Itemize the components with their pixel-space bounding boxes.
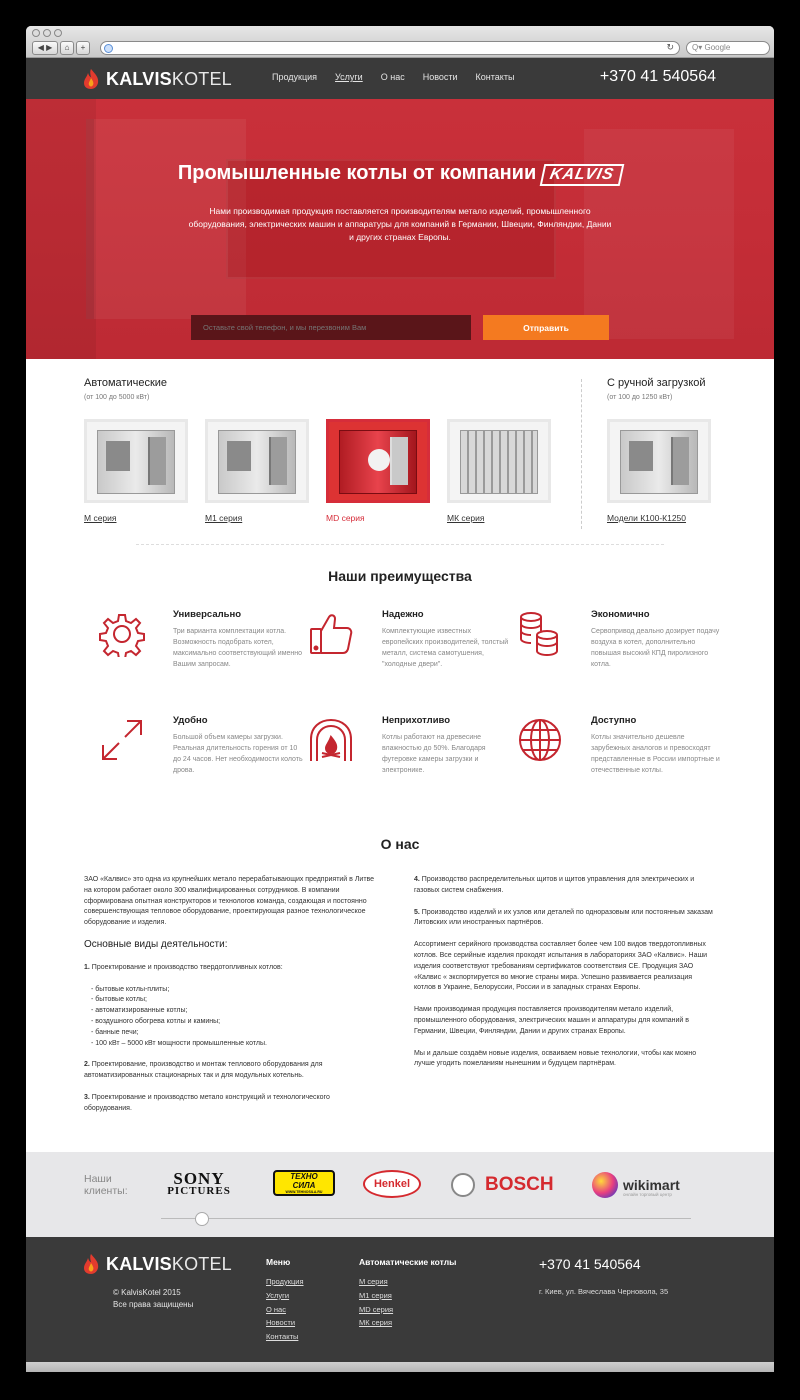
- client-logo-bosch[interactable]: BOSCH: [451, 1170, 566, 1200]
- list-item: - воздушного обогрева котлы и камины;: [91, 1017, 221, 1025]
- footer-link[interactable]: МК серия: [359, 1318, 393, 1328]
- zoom-window-button[interactable]: [54, 29, 62, 37]
- hero-description: Нами производимая продукция поставляется производителям метало изделий, промышленного оборудования, электрических машин и аппаратуры для компаний в Германии, Швеции, Финляндии, Дании и других странах Европы.: [188, 206, 612, 242]
- flame-icon: [82, 1253, 100, 1275]
- back-forward-button[interactable]: [32, 41, 58, 55]
- about-paragraph: Мы и дальше создаём новые изделия, осваиваем новые технологии, чтобы как можно лучше угодить пожеланиям нынешним и будущем партнёрам.: [414, 1049, 697, 1068]
- coins-icon: [517, 611, 563, 657]
- list-item: - банные печи;: [91, 1028, 139, 1036]
- footer-link[interactable]: Продукция: [266, 1277, 304, 1286]
- footer-address: г. Киев, ул. Вячеслава Черновола, 35: [539, 1287, 669, 1296]
- advantage-text: Большой объем камеры загрузки. Реальная длительность горения от 10 до 24 часов. Нет необходимости колоть дрова.: [173, 734, 303, 774]
- site-footer: [26, 1237, 774, 1362]
- wikimart-ball-icon: [592, 1172, 618, 1198]
- boiler-image: [218, 430, 296, 494]
- advantage-text: Три варианта комплектации котла. Возможность подобрать котел, максимально соответствующий именно Вашим запросам.: [173, 628, 303, 668]
- boiler-image: [339, 430, 417, 494]
- list-item: - бытовые котлы;: [91, 996, 147, 1004]
- about-column-right: [414, 875, 714, 1081]
- boiler-image: [97, 430, 175, 494]
- thumbs-up-icon: [308, 611, 354, 657]
- advantage-title: Экономично: [591, 609, 650, 620]
- list-item: - автоматизированные котлы;: [91, 1007, 188, 1015]
- automatic-group-title: Автоматические: [84, 377, 168, 389]
- address-bar[interactable]: [100, 41, 680, 55]
- product-link-md[interactable]: МD серия: [326, 513, 365, 523]
- browser-toolbar: [26, 26, 774, 58]
- footer-auto-menu: [359, 1275, 393, 1330]
- search-placeholder: Google: [704, 43, 731, 52]
- browser-nav-buttons: [32, 41, 90, 55]
- about-paragraph: Ассортимент серийного производства составляет более чем 100 видов твердотопливных котлов. Все серийные изделия проходят испытания в лабораториях ЗАО «Калвис». Наши изделия соответствуют требованиям сертификатов соответствия CE. Продукция ЗАО «Калвис « экспортируется во многие страны мира. Успешно развивается реализация котлов в Украине, Белоруссии, России и в западных странах Европы.: [414, 941, 708, 992]
- list-item: - 100 кВт – 5000 кВт мощности промышленные котлы.: [91, 1039, 267, 1047]
- advantage-title: Удобно: [173, 715, 208, 726]
- product-card-mk[interactable]: [447, 419, 551, 503]
- advantage-title: Неприхотливо: [382, 715, 451, 726]
- hero-title-text: Промышленные котлы от компании: [177, 162, 537, 184]
- advantage-text: Сервопривод деально дозирует подачу воздуха в котел, дополнительно повышая высокий КПД пиролизного котла.: [591, 628, 720, 668]
- footer-link[interactable]: Контакты: [266, 1332, 299, 1342]
- forward-icon: ▶: [46, 43, 53, 52]
- client-logo-henkel[interactable]: Henkel: [363, 1170, 421, 1198]
- search-icon: Q▾: [692, 43, 703, 52]
- nav-about[interactable]: О нас: [380, 72, 405, 82]
- clients-slider-track[interactable]: [161, 1218, 691, 1219]
- clients-section: [26, 1152, 774, 1237]
- minimize-window-button[interactable]: [43, 29, 51, 37]
- footer-link[interactable]: М серия: [359, 1277, 388, 1286]
- nav-contacts[interactable]: Контакты: [475, 72, 515, 82]
- product-card-k100[interactable]: [607, 419, 711, 503]
- bosch-ring-icon: [451, 1173, 475, 1197]
- boiler-image: [460, 430, 538, 494]
- footer-link[interactable]: О нас: [266, 1304, 286, 1314]
- list-item: - бытовые котлы-плиты;: [91, 985, 170, 993]
- nav-services[interactable]: Услуги: [335, 72, 363, 82]
- activity-item: 1. Проектирование и производство твердотопливных котлов:: [84, 963, 283, 971]
- about-title: О нас: [380, 836, 420, 852]
- home-icon: ⌂: [64, 43, 70, 52]
- add-bookmark-button[interactable]: [76, 41, 90, 55]
- main-nav: [272, 72, 514, 82]
- section-divider: [136, 544, 664, 545]
- client-logo-wikimart[interactable]: wikimart онлайн торговый центр: [592, 1170, 692, 1200]
- site-header: [26, 58, 774, 99]
- logo-text: KALVISKOTEL: [106, 68, 232, 89]
- hero-title: [26, 162, 774, 186]
- activities-title: Основные виды деятельности:: [84, 938, 228, 950]
- footer-menu: [266, 1275, 304, 1344]
- phone-input[interactable]: [191, 315, 471, 340]
- advantage-title: Надежно: [382, 609, 424, 620]
- advantages-title: Наши преимущества: [328, 568, 472, 584]
- window-controls: [32, 29, 62, 37]
- product-link-m[interactable]: М серия: [84, 513, 117, 523]
- logo-text: KALVISKOTEL: [106, 1253, 232, 1274]
- advantage-text: Котлы работают на древесине влажностью до 50%. Благодаря футеровке камеры загрузки и электронике.: [382, 734, 486, 774]
- site-logo[interactable]: [82, 68, 232, 90]
- plus-icon: +: [80, 43, 86, 52]
- gear-icon: [99, 611, 145, 657]
- product-card-m[interactable]: [84, 419, 188, 503]
- close-window-button[interactable]: [32, 29, 40, 37]
- globe-icon: [104, 44, 113, 53]
- kalvis-brand-logo: KALVIS: [540, 164, 624, 186]
- fireplace-icon: [308, 717, 354, 763]
- product-link-m1[interactable]: М1 серия: [205, 513, 243, 523]
- nav-products[interactable]: Продукция: [272, 72, 318, 82]
- about-intro: ЗАО «Калвис» это одна из крупнейших метало перерабатывающих предприятий в Литве на котором работает около 300 квалифицированных сотрудников. В компании сформирована опытная конструкторов и технологов команда, создающая и постоянно совершенствующая тепловое оборудование, проектирующая разное технологическое оборудование и изделия.: [84, 876, 375, 927]
- activity-list: [91, 985, 376, 1050]
- expand-arrows-icon: [99, 717, 145, 763]
- manual-group-title: С ручной загрузкой: [607, 377, 706, 389]
- browser-search-field[interactable]: [686, 41, 770, 55]
- product-link-k100[interactable]: Модели К100-К1250: [607, 513, 687, 523]
- flame-icon: [82, 68, 100, 90]
- footer-logo[interactable]: [82, 1253, 232, 1275]
- footer-phone[interactable]: +370 41 540564: [539, 1256, 641, 1272]
- footer-link[interactable]: МD серия: [359, 1304, 394, 1314]
- header-phone[interactable]: +370 41 540564: [599, 68, 716, 85]
- product-section: [26, 359, 774, 549]
- browser-status-bar: [26, 1362, 774, 1372]
- automatic-group-subtitle: (от 100 до 5000 кВт): [84, 394, 150, 401]
- footer-link[interactable]: Услуги: [266, 1290, 290, 1300]
- product-link-mk[interactable]: МК серия: [447, 513, 485, 523]
- clients-label: Наши клиенты:: [84, 1173, 128, 1197]
- footer-link[interactable]: Новости: [266, 1318, 296, 1328]
- home-button[interactable]: [60, 41, 74, 55]
- reload-icon[interactable]: ↻: [666, 42, 674, 52]
- rights-text: Все права защищены: [113, 1300, 194, 1309]
- footer-link[interactable]: М1 серия: [359, 1290, 392, 1300]
- footer-menu-title: Меню: [266, 1257, 291, 1267]
- submit-button[interactable]: Отправить: [483, 315, 609, 340]
- globe-icon: [517, 717, 563, 763]
- footer-auto-title: Автоматические котлы: [359, 1257, 457, 1267]
- advantage-title: Универсально: [173, 609, 242, 620]
- advantage-text: Котлы значительно дешевле зарубежных аналогов и превосходят представленные в России импортные и отечественные котлы.: [591, 734, 720, 774]
- nav-news[interactable]: Новости: [422, 72, 458, 82]
- advantage-text: Комплектующие известных европейских производителей, толстый металл, система самотушения, "холодные двери".: [382, 628, 509, 668]
- browser-window: [26, 26, 774, 1372]
- back-icon: ◀: [37, 43, 44, 52]
- advantage-title: Доступно: [591, 715, 637, 726]
- manual-group-subtitle: (от 100 до 1250 кВт): [607, 394, 673, 401]
- about-paragraph: Нами производимая продукция поставляется производителям метало изделий, промышленного оборудования, электрических машин и аппаратуры для компаний в Германии, Швеции, Финляндии, Дании и других странах Европы.: [414, 1006, 689, 1035]
- product-card-m1[interactable]: [205, 419, 309, 503]
- section-divider: [581, 379, 582, 529]
- activity-item: 4. Производство распределительных щитов и щитов управления для электрических и газовых систем снабжения.: [414, 876, 695, 894]
- client-logo-technosila[interactable]: ТЕХНО СИЛА WWW.TEHNOSILA.RU: [273, 1170, 335, 1196]
- activity-item: 3. Проектирование и производство метало конструкций и технологического оборудования.: [84, 1093, 330, 1112]
- copyright-text: © KalvisKotel 2015: [113, 1288, 181, 1297]
- boiler-image: [620, 430, 698, 494]
- hero-banner: [26, 99, 774, 359]
- about-column-left: [84, 875, 376, 1126]
- product-card-md[interactable]: [326, 419, 430, 503]
- activity-item: 2. Проектирование, производство и монтаж теплового оборудования для автоматизированных стационарных так и для модульных котельнь.: [84, 1061, 323, 1080]
- activity-item: 5. Производство изделий и их узлов или деталей по одноразовым или постоянным заказам Литовских или иностранных партнёров.: [414, 908, 713, 927]
- footer-copyright: [113, 1287, 233, 1311]
- client-logo-sony-pictures[interactable]: SONY PICTURES: [167, 1169, 231, 1197]
- clients-slider-handle[interactable]: [195, 1212, 209, 1226]
